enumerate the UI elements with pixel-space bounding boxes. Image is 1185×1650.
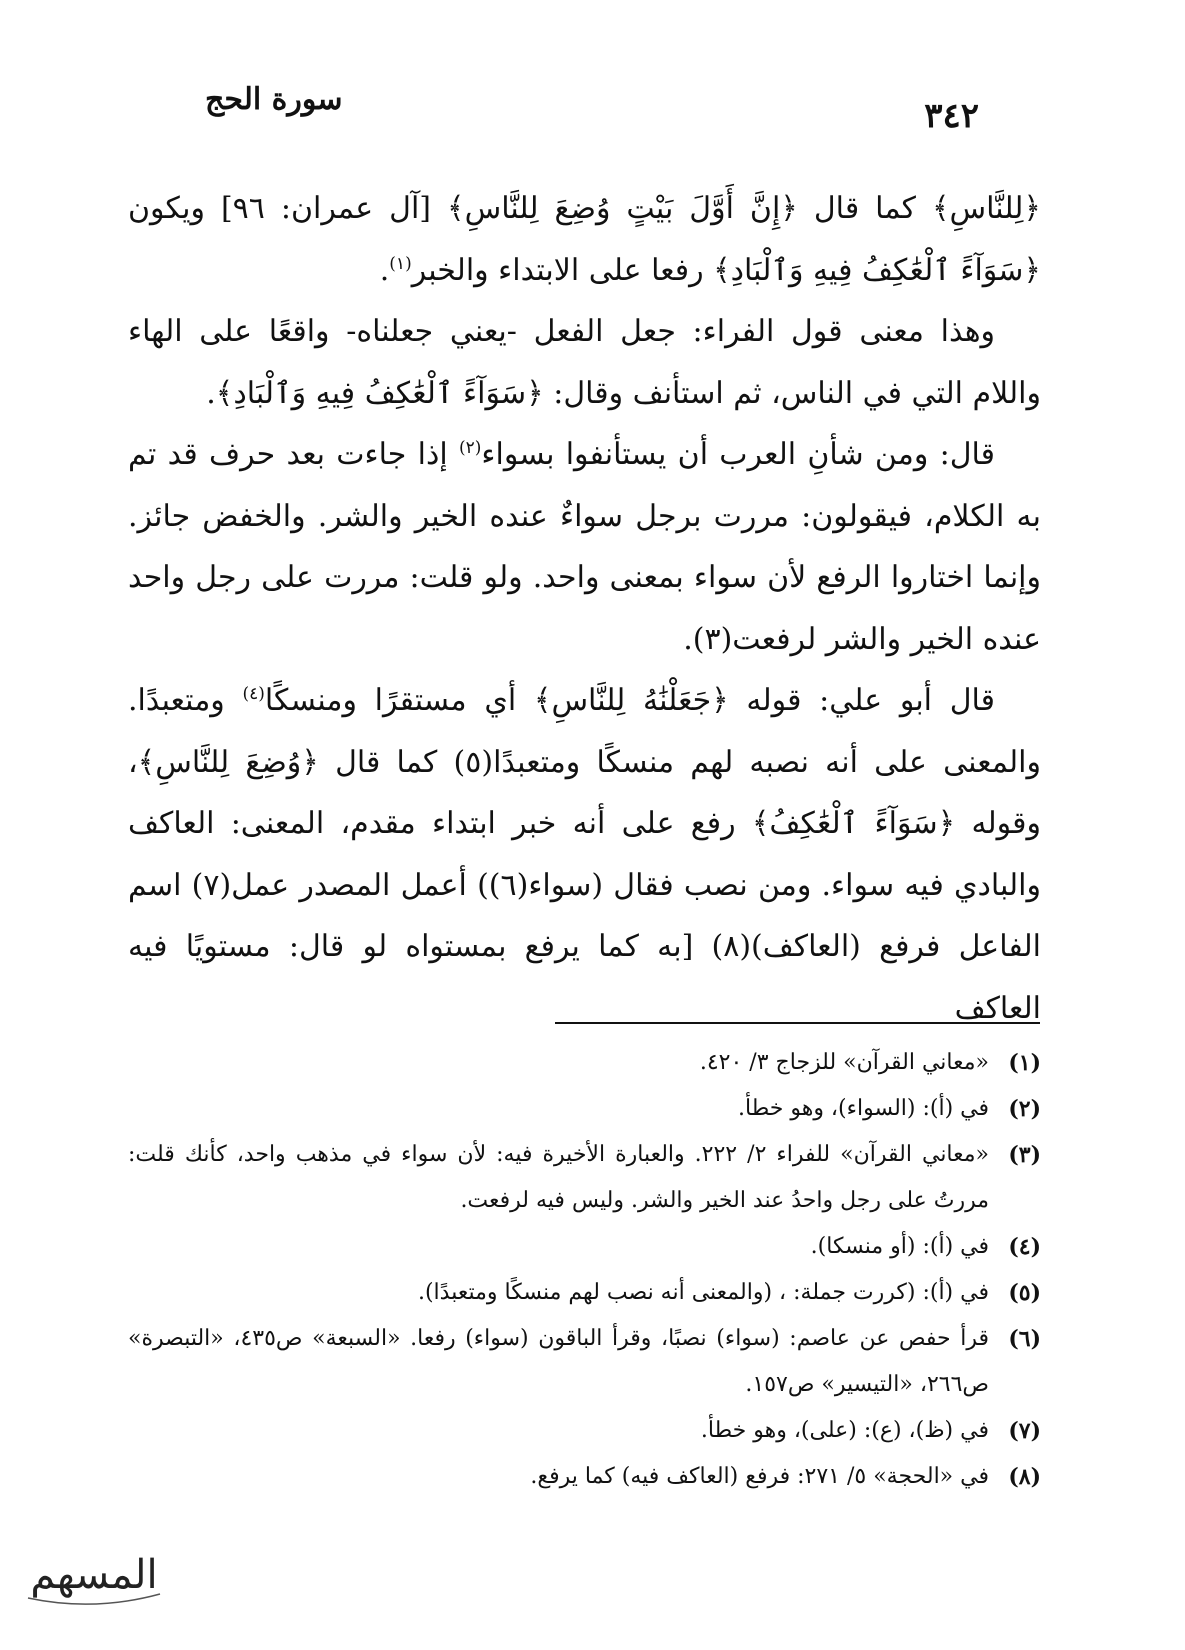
logo-text: المسهم xyxy=(30,1552,158,1598)
footnote-text: في (أ): (كررت جملة: ، (والمعنى أنه نصب لهم منسكًا ومتعبدًا). xyxy=(417,1280,989,1305)
footnote-number: (١) xyxy=(1008,1050,1041,1076)
main-text xyxy=(128,178,1041,1039)
footnote-number: (٣) xyxy=(1008,1142,1041,1168)
footnote xyxy=(128,1224,1041,1270)
paragraph: ﴿لِلنَّاسِ﴾ كما قال ﴿إِنَّ أَوَّلَ بَيْتٍ وُضِعَ لِلنَّاسِ﴾ [آل عمران: ٩٦] ويكون ﴿سَوَآءً ٱلْعَٰكِفُ فِيهِ وَٱلْبَادِ﴾ رفعا على الابتداء والخبر$^{(١)}$. xyxy=(128,191,1041,288)
footnote-text: «معاني القرآن» للزجاج ٣/ ٤٢٠. xyxy=(699,1050,989,1075)
page-number: ٣٤٢ xyxy=(924,96,979,136)
footnote-number: (٤) xyxy=(1008,1234,1041,1260)
footnote-number: (٢) xyxy=(1008,1096,1041,1122)
footnote xyxy=(128,1132,1041,1224)
footnote-text: في (أ): (أو منسكا). xyxy=(810,1234,989,1259)
footnote-text: في «الحجة» ٥/ ٢٧١: فرفع (العاكف فيه) كما يرفع. xyxy=(530,1464,989,1489)
footnote-number: (٦) xyxy=(1008,1326,1041,1352)
footnote-number: (٧) xyxy=(1008,1418,1041,1444)
footnotes xyxy=(128,1040,1041,1500)
footnote-ref: (٤) xyxy=(242,684,265,704)
footnote xyxy=(128,1086,1041,1132)
footnote xyxy=(128,1316,1041,1408)
paragraph: قال: ومن شأنِ العرب أن يستأنفوا بسواء$^{(٢)}$ إذا جاءت بعد حرف قد تم به الكلام، فيقولون: مررت برجل سواءٌ عنده الخير والشر. والخفض جائز. وإنما اختاروا الرفع لأن سواء بمعنى واحد. ولو قلت: مررت على رجل واحد عنده الخير والشر لرفعت(٣). xyxy=(128,437,1041,657)
footnote xyxy=(128,1270,1041,1316)
footnote-ref: (١) xyxy=(389,253,412,274)
footnote-number: (٨) xyxy=(1008,1464,1041,1490)
footnote-separator xyxy=(555,1022,1040,1024)
footnote xyxy=(128,1408,1041,1454)
paragraph: وهذا معنى قول الفراء: جعل الفعل -يعني جعلناه- واقعًا على الهاء واللام التي في الناس، ثم استأنف وقال: ﴿سَوَآءً ٱلْعَٰكِفُ فِيهِ وَٱلْبَادِ﴾. xyxy=(128,314,1041,411)
footnote-text: «معاني القرآن» للفراء ٢/ ٢٢٢. والعبارة الأخيرة فيه: لأن سواء في مذهب واحد، كأنك قلت: مررتُ على رجل واحدُ عند الخير والشر. وليس فيه لرفعت. xyxy=(128,1142,989,1213)
footnote xyxy=(128,1454,1041,1500)
footnote xyxy=(128,1040,1041,1086)
footnote-number: (٥) xyxy=(1008,1280,1041,1306)
footnote-text: في (ظ)، (ع): (على)، وهو خطأ. xyxy=(700,1418,989,1443)
header-title: سورة الحج xyxy=(205,82,343,117)
footnote-text: في (أ): (السواء)، وهو خطأ. xyxy=(738,1096,989,1121)
footnote-text: قرأ حفص عن عاصم: (سواء) نصبًا، وقرأ الباقون (سواء) رفعا. «السبعة» ص٤٣٥، «التبصرة» ص٢٦٦، «التيسير» ص١٥٧. xyxy=(128,1326,989,1397)
paragraph: قال أبو علي: قوله ﴿جَعَلْنَٰهُ لِلنَّاسِ﴾ أي مستقرًا ومنسكًا$^{(٤)}$ ومتعبدًا. والمعنى على أنه نصبه لهم منسكًا ومتعبدًا(٥) كما قال ﴿وُضِعَ لِلنَّاسِ﴾، وقوله ﴿سَوَآءً ٱلْعَٰكِفُ﴾ رفع على أنه خبر ابتداء مقدم، المعنى: العاكف والبادي فيه سواء. ومن نصب فقال (سواء(٦)) أعمل المصدر عمل(٧) اسم الفاعل فرفع (العاكف)(٨) [به كما يرفع بمستواه لو قال: مستويًا فيه العاكف xyxy=(128,683,1041,1026)
publisher-logo xyxy=(8,1532,180,1618)
footnote-ref: (٢) xyxy=(458,438,482,458)
